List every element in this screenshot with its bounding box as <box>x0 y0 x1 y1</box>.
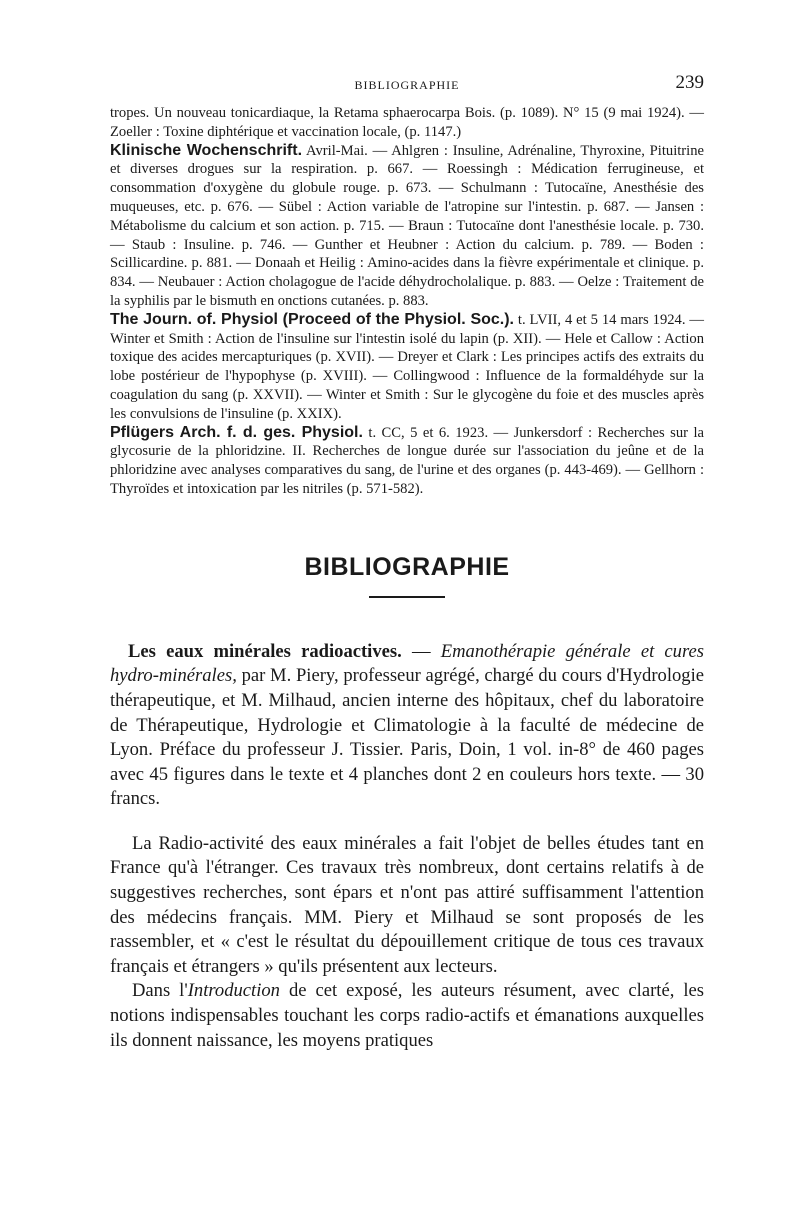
review-details: par M. Piery, professeur agrégé, chargé du cours d'Hydrologie thérapeutique, et M. Milhaud, ancien interne des hôpitaux, chef du laboratoire de Thérapeutique, Hydrologie et Climatologie à la faculté de médecine de Lyon. Préface du professeur J. Tissier. Paris, Doin, 1 vol. in-8° de 460 pages avec 45 figures dans le texte et 4 planches dont 2 en couleurs hors texte. — 30 francs. <box>110 665 704 810</box>
journal-name: Klinische Wochenschrift. <box>110 141 303 159</box>
references-block <box>110 104 704 499</box>
section-title: BIBLIOGRAPHIE <box>304 552 510 581</box>
reference-text: t. CC, 5 et 6. 1923. — Junkersdorf : Recherches sur la glycosurie de la phloridzine. II. Recherches de longue durée sur l'association du jeûne et de la phloridzine avec analyses comparatives du sang, de l'urine et des organes (p. 443-469). — Gellhorn : Thyroïdes et intoxication par les nitriles (p. 571-582). <box>110 424 704 497</box>
page-number: 239 <box>675 72 704 93</box>
title-rule <box>369 596 445 598</box>
review-title: Les eaux minérales radioactives. <box>128 640 402 662</box>
para2-emphasis: Introduction <box>187 980 280 1002</box>
reference-text: t. LVII, 4 et 5 14 mars 1924. — Winter et Smith : Action de l'insuline sur l'intestin isolé du lapin (p. XII). — Hele et Callow : Action toxique des acides mercapturiques (p. XVII). — Dreyer et Clark : Les principes actifs des extraits du lobe postérieur de l'hypophyse (p. XVIII). — Collingwood : Influence de la formaldéhyde sur la coagulation du sang (p. XXVII). — Winter et Smith : Sur le glycogène du foie et des muscles après les convulsions de l'insuline (p. XXIX). <box>110 311 704 422</box>
reference-continuation: tropes. Un nouveau tonicardiaque, la Retama sphaerocarpa Bois. (p. 1089). N° 15 (9 mai 1924). — Zoeller : Toxine diphtérique et vaccination locale, (p. 1147.) <box>110 105 704 140</box>
running-title: BIBLIOGRAPHIE <box>354 78 460 92</box>
reference-journ-physiol <box>110 311 704 424</box>
para2-pre: Dans l' <box>132 980 188 1002</box>
review-work-title: Emanothérapie générale et cures hydro-minérales, <box>110 640 705 687</box>
reference-text: Avril-Mai. — Ahlgren : Insuline, Adrénaline, Thyroxine, Pituitrine et diverses drogues sur la respiration. p. 667. — Roessingh : Médication ferrugineuse, et consommation d'oxygène du globule rouge. p. 673. — Schulmann : Tutocaïne, Anesthésie des muqueuses, etc. p. 676. — Sübel : Action variable de l'atropine sur l'intestin. p. 687. — Jansen : Métabolisme du calcium et son action. p. 715. — Braun : Tutocaïne dont l'anesthésie locale. p. 730. — Staub : Insuline. p. 746. — Gunther et Heubner : Action du calcium. p. 789. — Boden : Scillicardine. p. 881. — Donaah et Heilig : Amino-acides dans la fièvre expérimentale et clinique. p. 834. — Neubauer : Action cholagogue de l'acide déhydrocholalique. p. 883. — Oelze : Traitement de la syphilis par le bismuth en onctions cutanées. p. 883. <box>110 142 704 309</box>
para2-post: de cet exposé, les auteurs résument, avec clarté, les notions indispensables touchant les corps radio-actifs et émanations auxquelles ils donnent naissance, les moyens pratiques <box>110 980 704 1051</box>
review-paragraph-2 <box>110 979 704 1053</box>
reference-pfluegers <box>110 424 704 499</box>
review-paragraph-1: La Radio-activité des eaux minérales a fait l'objet de belles études tant en France qu'à l'étranger. Ces travaux très nombreux, dont certains relatifs à de suggestives recherches, sont épars et n'ont pas attiré suffisamment l'attention des médecins français. MM. Piery et Milhaud se sont proposés de les rassembler, et « c'est le résultat du dépouillement critique de tous ces travaux français et étrangers » qu'ils présentent aux lecteurs. <box>110 832 704 977</box>
journal-name: Pflügers Arch. f. d. ges. Physiol. <box>110 423 363 441</box>
running-head <box>110 72 704 102</box>
review-dash: — <box>401 640 441 662</box>
review-entry <box>110 640 704 812</box>
page <box>110 0 704 1053</box>
journal-name: The Journ. of. Physiol (Proceed of the Physiol. Soc.). <box>110 310 515 328</box>
reference-klinische <box>110 142 704 311</box>
